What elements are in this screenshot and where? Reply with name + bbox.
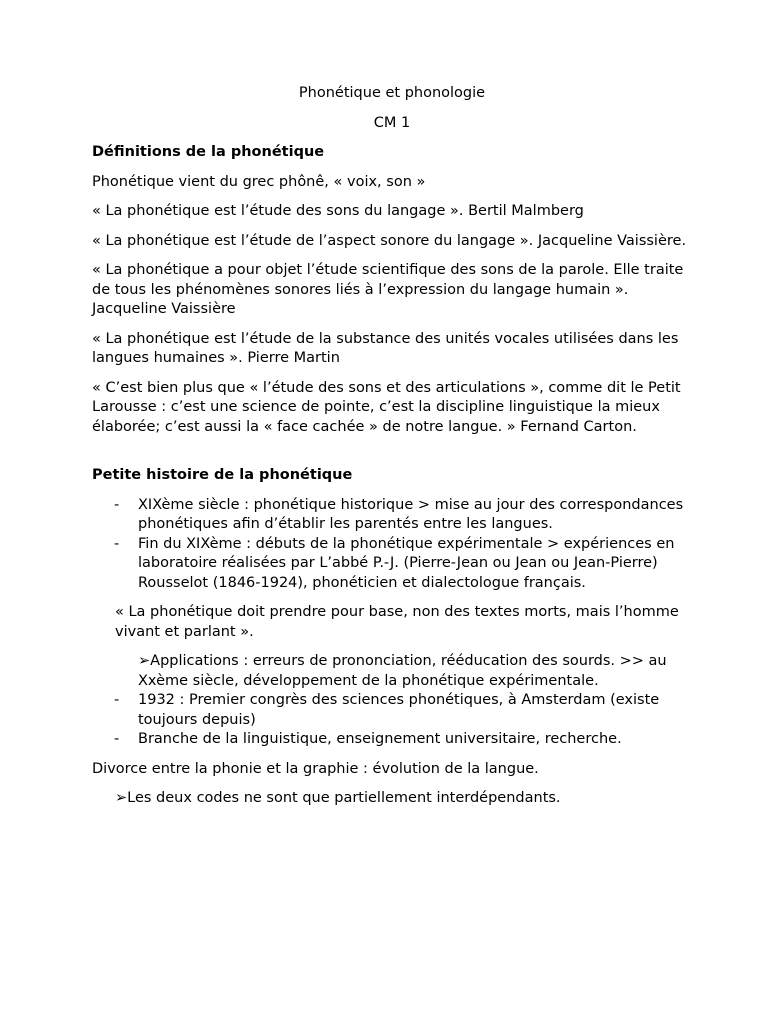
list-item-text: XIXème siècle : phonétique historique > mise au jour des correspondances phonétiques afin d’établir les parentés entre les langues. — [138, 496, 684, 532]
definition-paragraph: « C’est bien plus que « l’étude des sons et des articulations », comme dit le Petit Larousse : c’est une science de pointe, c’est la discipline linguistique la mieux élaborée; c’est aussi la « face cachée » de notre langue. » Fernand Carton. — [92, 379, 681, 435]
dash-bullet: - — [114, 692, 120, 708]
document-subtitle: CM 1 — [373, 114, 411, 131]
list-item — [92, 730, 692, 750]
section-heading-history: Petite histoire de la phonétique — [92, 467, 353, 483]
history-list — [92, 496, 692, 594]
document-page — [92, 84, 692, 819]
closing-arrow-item: ➢Les deux codes ne sont que partiellement interdépendants. — [115, 790, 561, 806]
list-item — [92, 691, 692, 730]
dash-bullet: - — [114, 731, 120, 747]
section-heading-definitions: Définitions de la phonétique — [92, 144, 325, 160]
definition-paragraph: « La phonétique est l’étude des sons du langage ». Bertil Malmberg — [92, 203, 584, 219]
list-item-text: 1932 : Premier congrès des sciences phonétiques, à Amsterdam (existe toujours depuis) — [138, 692, 660, 728]
closing-paragraph: Divorce entre la phonie et la graphie : évolution de la langue. — [92, 760, 539, 777]
list-item-text: Branche de la linguistique, enseignement universitaire, recherche. — [138, 731, 622, 747]
list-item — [92, 535, 692, 594]
blank-line — [92, 447, 692, 466]
definition-paragraph: « La phonétique est l’étude de la substance des unités vocales utilisées dans les langues humaines ». Pierre Martin — [92, 330, 679, 366]
dash-bullet: - — [114, 496, 120, 513]
history-list-continued — [92, 691, 692, 750]
definition-paragraph: « La phonétique est l’étude de l’aspect sonore du langage ». Jacqueline Vaissière. — [92, 232, 687, 249]
dash-bullet: - — [114, 535, 120, 552]
applications-arrow-item: ➢Applications : erreurs de prononciation, rééducation des sourds. >> au Xxème siècle, développement de la phonétique expérimentale. — [138, 653, 667, 689]
definition-paragraph: Phonétique vient du grec phônê, « voix, son » — [92, 173, 426, 190]
rousselot-quote: « La phonétique doit prendre pour base, non des textes morts, mais l’homme vivant et parlant ». — [115, 604, 679, 640]
definition-paragraph: « La phonétique a pour objet l’étude scientifique des sons de la parole. Elle traite de tous les phénomènes sonores liés à l’expression du langage humain ». Jacqueline Vaissière — [92, 262, 684, 317]
document-title: Phonétique et phonologie — [298, 85, 486, 101]
list-item — [92, 496, 692, 535]
list-item-text: Fin du XIXème : débuts de la phonétique expérimentale > expériences en laboratoire réalisées par L’abbé P.-J. (Pierre-Jean ou Jean ou Jean-Pierre) Rousselot (1846-1924), phonéticien et dialectologue français. — [138, 535, 675, 591]
